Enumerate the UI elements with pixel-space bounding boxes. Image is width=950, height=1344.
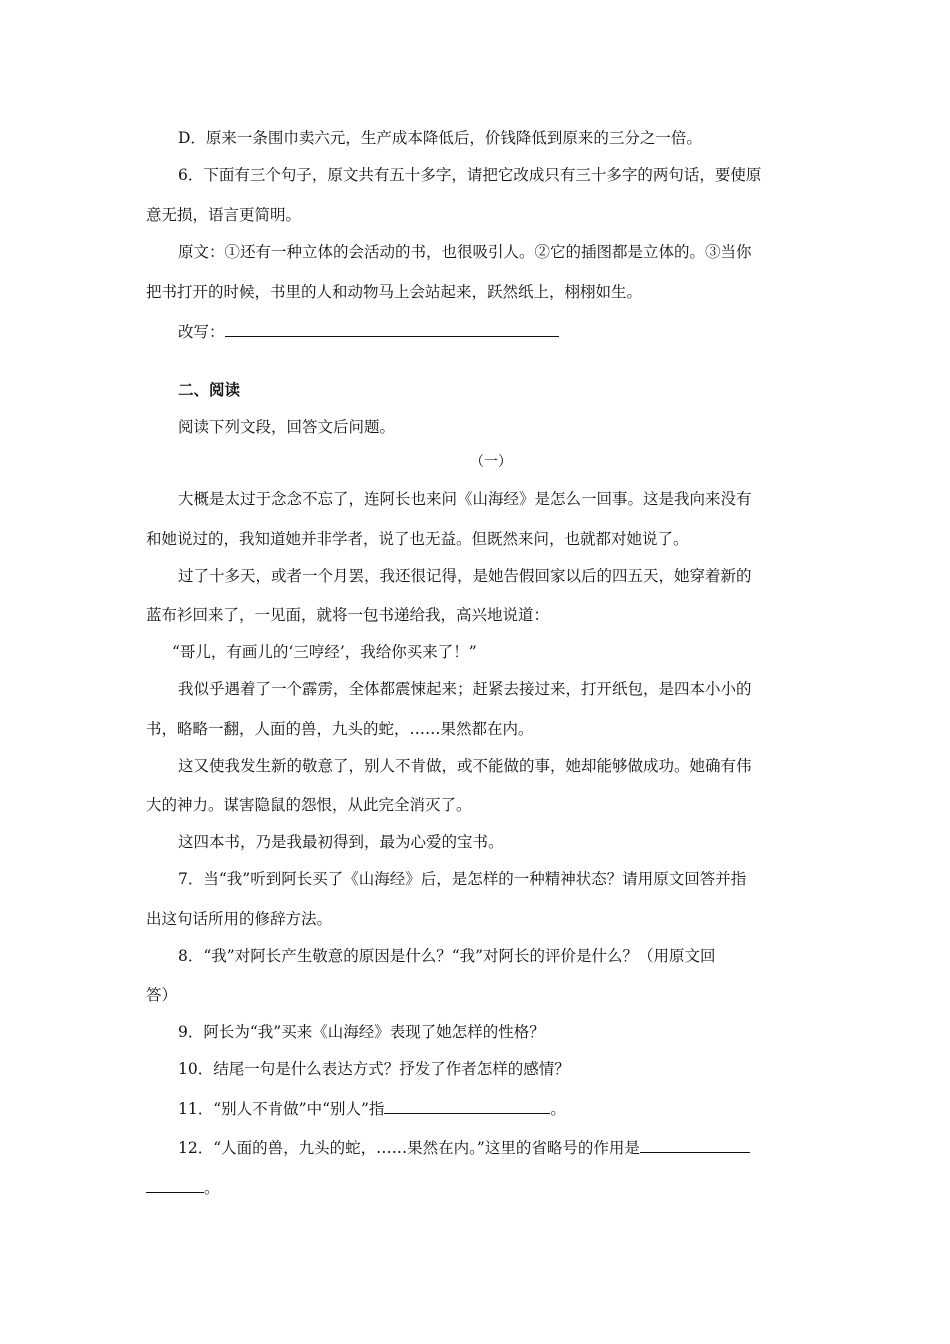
passage-p4-line1: 我似乎遇着了一个霹雳，全体都震悚起来；赶紧去接过来，打开纸包，是四本小小的 — [178, 680, 752, 698]
passage-p5-line1: 这又使我发生新的敬意了，别人不肯做，或不能做的事，她却能够做成功。她确有伟 — [178, 757, 752, 775]
rewrite-answer-blank[interactable] — [225, 320, 559, 337]
q12-answer-blank-line2[interactable] — [146, 1176, 204, 1193]
q11 — [178, 1097, 566, 1119]
q12 — [178, 1136, 750, 1158]
q6-original-line2: 把书打开的时候，书里的人和动物马上会站起来，跃然纸上，栩栩如生。 — [146, 283, 643, 301]
passage-p3-quote: “哥儿，有画儿的‘三哼经’，我给你买来了！” — [172, 643, 477, 661]
passage-p1-line1: 大概是太过于念念不忘了，连阿长也来问《山海经》是怎么一回事。这是我向来没有 — [178, 490, 752, 508]
section-heading: 二、阅读 — [178, 380, 241, 399]
q12-answer-blank-line1[interactable] — [640, 1136, 750, 1153]
rewrite-label: 改写： — [178, 323, 225, 341]
q10: 10．结尾一句是什么表达方式？抒发了作者怎样的感情？ — [178, 1060, 570, 1078]
passage-p2-line2: 蓝布衫回来了，一见面，就将一包书递给我，高兴地说道： — [146, 606, 550, 624]
q6-prompt-line1: 6．下面有三个句子，原文共有五十多字，请把它改成只有三十多字的两句话，要使原 — [178, 166, 762, 184]
q8-line1: 8．“我”对阿长产生敬意的原因是什么？“我”对阿长的评价是什么？（用原文回 — [178, 947, 716, 965]
q8-line2: 答） — [146, 986, 178, 1004]
q7-line2: 出这句话所用的修辞方法。 — [146, 910, 333, 928]
section-instruction: 阅读下列文段，回答文后问题。 — [178, 418, 396, 436]
q12-continuation — [146, 1176, 220, 1198]
q12-prompt: 12．“人面的兽，九头的蛇，……果然在内。”这里的省略号的作用是 — [178, 1139, 640, 1157]
passage-p5-line2: 大的神力。谋害隐鼠的怨恨，从此完全消灭了。 — [146, 796, 472, 814]
passage-p6: 这四本书，乃是我最初得到，最为心爱的宝书。 — [178, 833, 504, 851]
q11-answer-blank[interactable] — [384, 1097, 550, 1114]
q5-option-d: D．原来一条围巾卖六元，生产成本降低后，价钱降低到原来的三分之一倍。 — [178, 129, 702, 147]
q11-period: 。 — [550, 1100, 566, 1118]
q6-prompt-line2: 意无损，语言更简明。 — [146, 206, 302, 224]
q9: 9．阿长为“我”买来《山海经》表现了她怎样的性格？ — [178, 1023, 545, 1041]
passage-p1-line2: 和她说过的，我知道她并非学者，说了也无益。但既然来问，也就都对她说了。 — [146, 530, 689, 548]
passage-p4-line2: 书，略略一翻，人面的兽，九头的蛇，……果然都在内。 — [146, 720, 534, 738]
q6-original-line1: 原文：①还有一种立体的会活动的书，也很吸引人。②它的插图都是立体的。③当你 — [178, 243, 752, 261]
passage-p2-line1: 过了十多天，或者一个月罢，我还很记得，是她告假回家以后的四五天，她穿着新的 — [178, 567, 752, 585]
q12-period: 。 — [204, 1179, 220, 1197]
passage-part-label: （一） — [470, 454, 512, 470]
q11-prompt: 11．“别人不肯做”中“别人”指 — [178, 1100, 385, 1118]
q6-rewrite — [178, 320, 559, 342]
q7-line1: 7．当“我”听到阿长买了《山海经》后，是怎样的一种精神状态？请用原文回答并指 — [178, 870, 747, 888]
